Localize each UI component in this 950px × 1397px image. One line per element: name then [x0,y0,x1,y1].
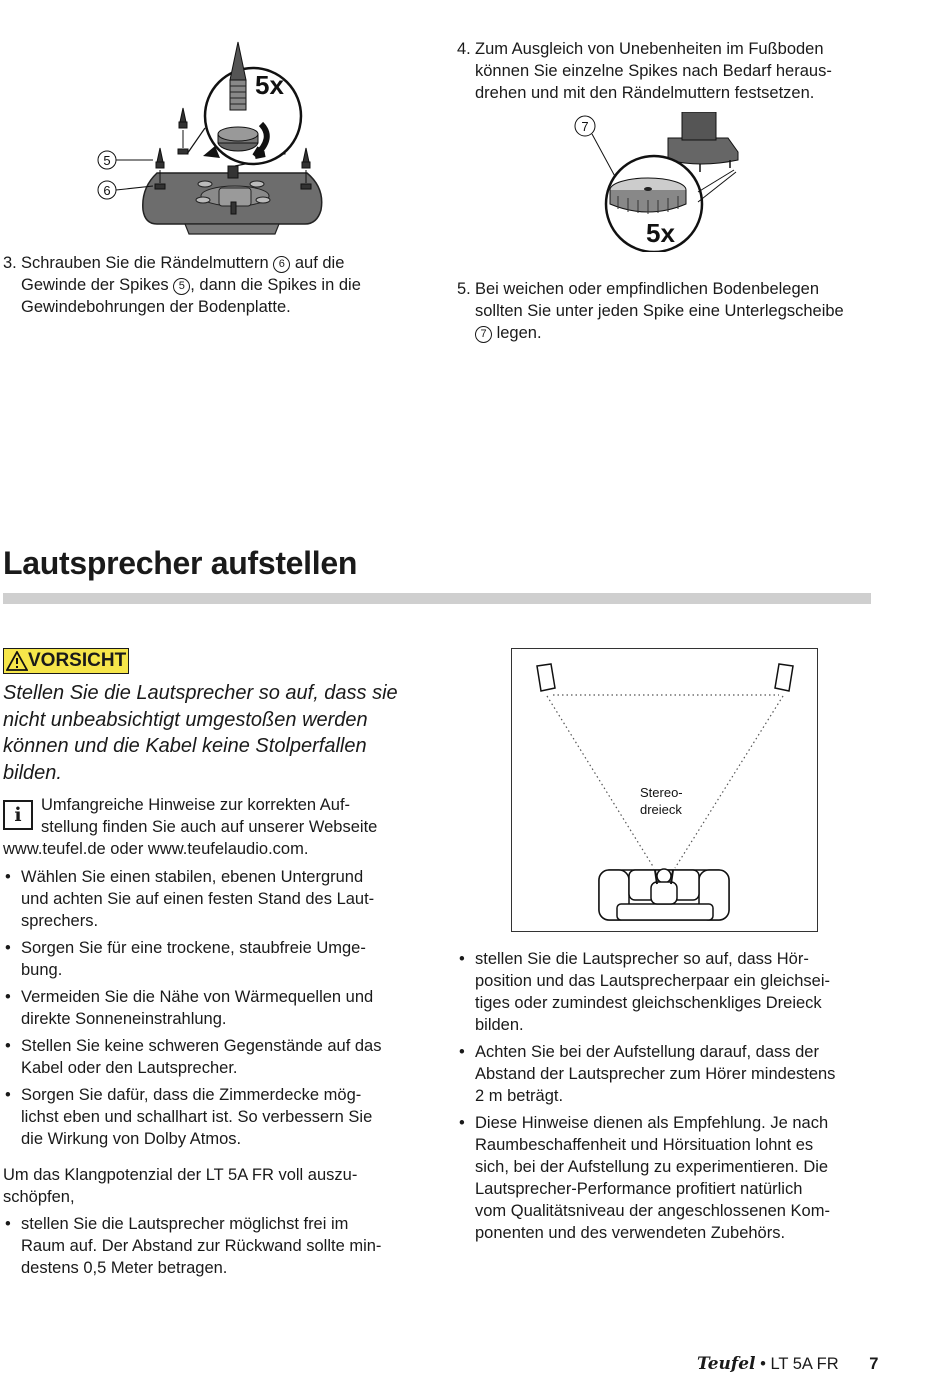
step-5-line-1: Bei weichen oder empfindlichen Bodenbelegen [475,280,819,298]
step-5 [457,278,897,344]
info-line-3: www.teufel.de oder www.teufelaudio.com. [3,840,309,858]
section-title: Lautsprecher aufstellen [3,545,358,581]
step-3-text-d: , dann die Spikes in die [190,276,361,294]
right-speaker-icon [775,664,793,691]
caution-line-2: nicht unbeabsichtigt umgestoßen werden [3,708,368,731]
step-4-number: 4. [457,40,471,58]
sofa-listener-icon [599,869,729,920]
stereo-label-line-2: dreieck [640,802,682,817]
caution-label: VORSICHT [28,650,127,671]
ref-6-icon: 6 [273,256,290,273]
list-item: • Wählen Sie einen stabilen, ebenen Untergrund und achten Sie auf einen festen Stand des Laut- sprechers. [3,866,443,932]
list-item: • Diese Hinweise dienen als Empfehlung. Je nach Raumbeschaffenheit und Hörsituation lohnt es sich, bei der Aufstellung zu experimentieren. Die Lautsprecher-Performance profitiert natürlich vom Qualitätsniveau der angeschlossenen Kom- ponenten und des verwendeten Zubehörs. [457,1112,897,1244]
washer-illustration [570,112,750,252]
step-4 [457,38,897,104]
footer-model: LT 5A FR [770,1355,839,1373]
listening-tips-list [457,948,897,1249]
callout-6: 6 [103,183,111,198]
ref-7-icon: 7 [475,326,492,343]
left-speaker-icon [537,664,555,691]
step-3 [3,252,443,318]
list-item: • Stellen Sie keine schweren Gegenstände auf das Kabel oder den Lautsprecher. [3,1035,443,1079]
footer-separator: • [760,1355,766,1373]
step-5-line-2: sollten Sie unter jeden Spike eine Unterlegscheibe [475,302,844,320]
placement-tips-list [3,866,443,1155]
warning-triangle-icon [6,651,28,671]
section-divider [3,593,871,604]
info-note [3,794,443,860]
step-4-line-2: können Sie einzelne Spikes nach Bedarf heraus- [475,62,832,80]
page-footer [697,1354,878,1374]
potential-list [3,1213,443,1284]
potential-line-2: schöpfen, [3,1188,75,1206]
page-number: 7 [869,1355,879,1373]
list-item: • Sorgen Sie für eine trockene, staubfreie Umge- bung. [3,937,443,981]
list-item: • stellen Sie die Lautsprecher möglichst frei im Raum auf. Der Abstand zur Rückwand sollte min- destens 0,5 Meter betragen. [3,1213,443,1279]
caution-text [3,680,443,786]
caution-line-3: können und die Kabel keine Stolperfallen [3,735,367,757]
caution-line-4: bilden. [3,761,62,784]
step-4-line-3: drehen und mit den Rändelmuttern festsetzen. [475,84,815,102]
callout-7: 7 [581,119,589,134]
list-item: • stellen Sie die Lautsprecher so auf, dass Hör- position und das Lautsprecherpaar ein gleichsei- tiges oder zumindest gleichschenkliges Dreieck bilden. [457,948,897,1036]
callout-5: 5 [103,153,111,168]
spike-assembly-illustration [95,38,335,238]
potential-intro [3,1164,443,1208]
list-item: • Sorgen Sie dafür, dass die Zimmerdecke mög- lichst eben und schallhart ist. So verbessern Sie die Wirkung von Dolby Atmos. [3,1084,443,1150]
info-line-1: Umfangreiche Hinweise zur korrekten Auf- [41,796,351,814]
ref-5-icon: 5 [173,278,190,295]
fig2-count: 5x [646,218,675,248]
step-3-text-a: Schrauben Sie die Rändelmuttern [21,254,269,272]
caution-badge [3,648,129,676]
step-5-number: 5. [457,280,471,298]
step-4-line-1: Zum Ausgleich von Unebenheiten im Fußboden [475,40,824,58]
step-3-text-b: auf die [294,254,345,272]
step-3-text-c: Gewinde der Spikes [21,276,169,294]
list-item: • Achten Sie bei der Aufstellung darauf, dass der Abstand der Lautsprecher zum Hörer mindestens 2 m beträgt. [457,1041,897,1107]
step-5-line-3: legen. [496,324,542,342]
info-line-2: stellung finden Sie auch auf unserer Webseite [41,818,378,836]
potential-line-1: Um das Klangpotenzial der LT 5A FR voll auszu- [3,1166,358,1184]
stereo-label-line-1: Stereo- [640,785,683,800]
step-3-number: 3. [3,254,17,272]
caution-line-1: Stellen Sie die Lautsprecher so auf, dass sie [3,682,398,704]
stereo-triangle-diagram [511,648,818,933]
step-3-text-e: Gewindebohrungen der Bodenplatte. [21,298,291,316]
info-icon: i [3,800,33,830]
list-item: • Vermeiden Sie die Nähe von Wärmequellen und direkte Sonneneinstrahlung. [3,986,443,1030]
fig1-count: 5x [255,70,284,100]
brand-logo: Teufel [697,1354,756,1374]
